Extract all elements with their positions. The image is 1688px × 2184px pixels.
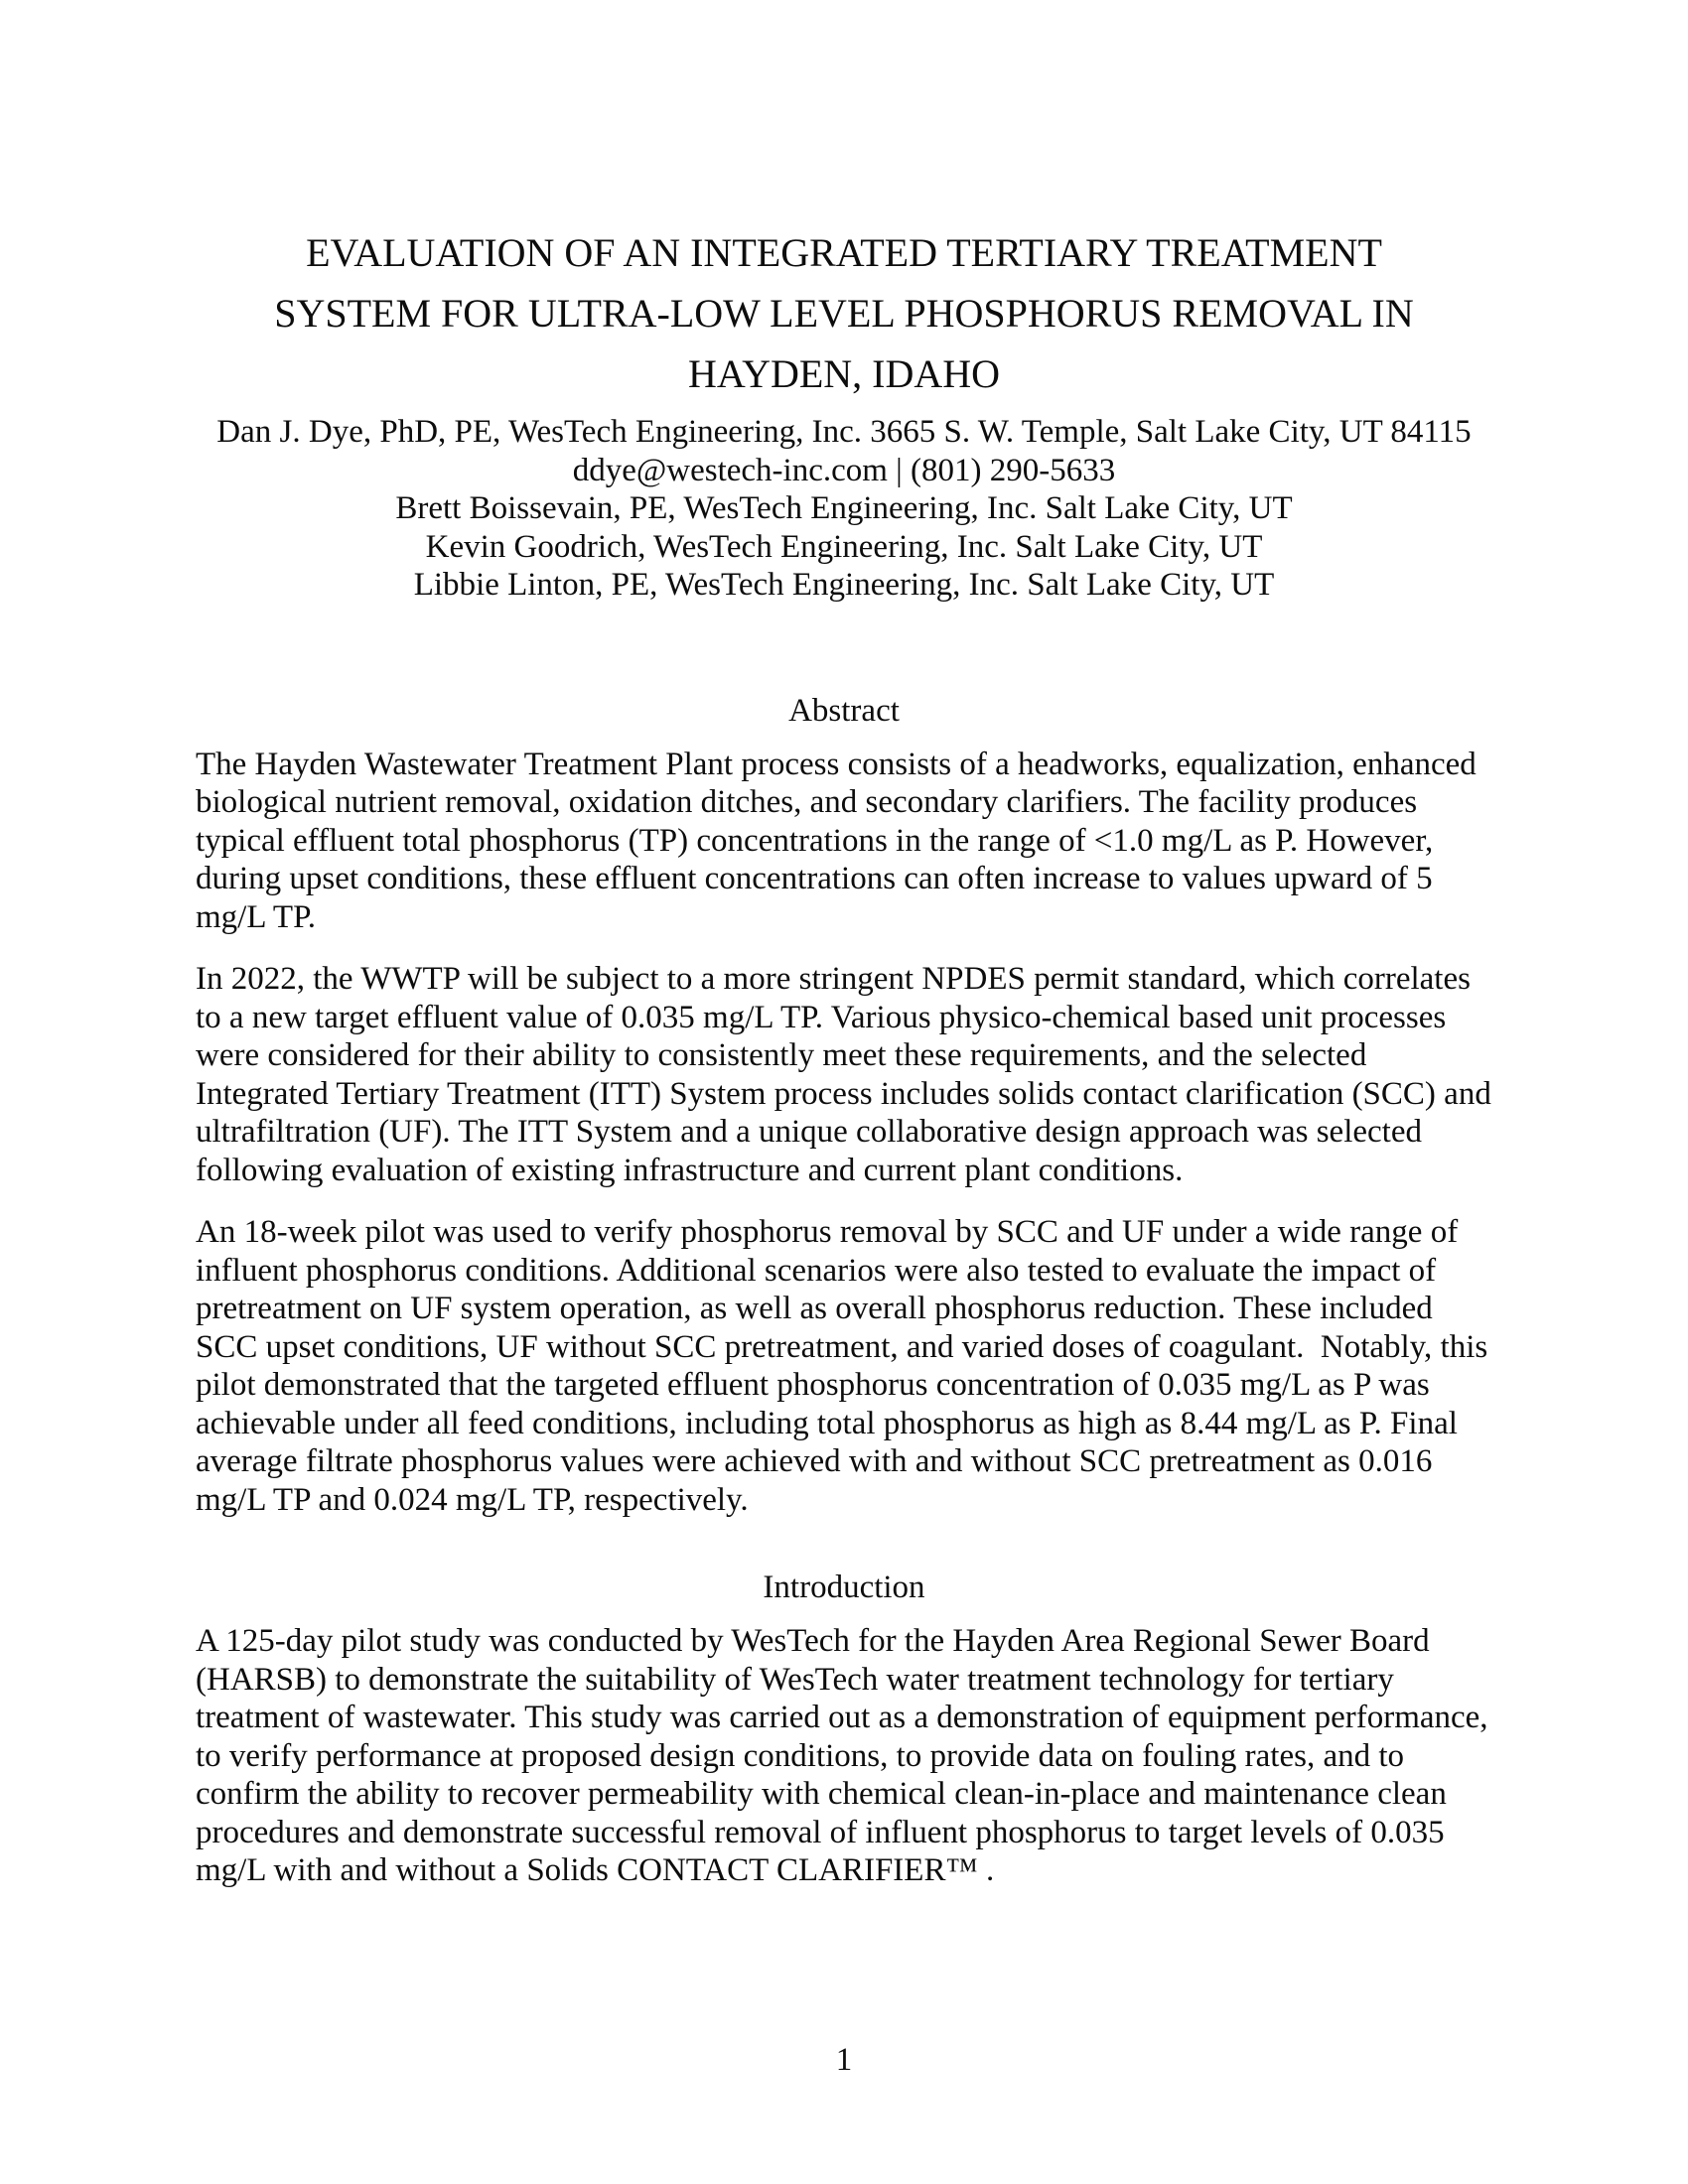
author-block [196, 413, 1492, 605]
abstract-heading: Abstract [788, 692, 900, 729]
title-line-3: HAYDEN, IDAHO [687, 351, 1001, 396]
author-line-4: Kevin Goodrich, WesTech Engineering, Inc. Salt Lake City, UT [425, 528, 1263, 565]
abstract-paragraph-1: The Hayden Wastewater Treatment Plant process consists of a headworks, equalization, enhanced biological nutrient removal, oxidation ditches, and secondary clarifiers. The facility produces typical effluent total phosphorus (TP) concentrations in the range of <1.0 mg/L as P. However, during upset conditions, these effluent concentrations can often increase to values upward of 5 mg/L TP. [196, 746, 1485, 935]
paper-title [196, 0, 1492, 404]
author-line-5: Libbie Linton, PE, WesTech Engineering, Inc. Salt Lake City, UT [413, 567, 1275, 603]
author-line-3: Brett Boissevain, PE, WesTech Engineering, Inc. Salt Lake City, UT [395, 490, 1293, 526]
introduction-paragraph-1: A 125-day pilot study was conducted by WesTech for the Hayden Area Regional Sewer Board (HARSB) to demonstrate the suitability of WesTech water treatment technology for tertiary treatment of wastewater. This study was carried out as a demonstration of equipment performance, to verify performance at proposed design conditions, to provide data on fouling rates, and to confirm the ability to recover permeability with chemical clean-in-place and maintenance clean procedures and demonstrate successful removal of influent phosphorus to target levels of 0.035 mg/L with and without a Solids CONTACT CLARIFIER™ . [196, 1623, 1496, 1888]
abstract-paragraph-2: In 2022, the WWTP will be subject to a more stringent NPDES permit standard, which correlates to a new target effluent value of 0.035 mg/L TP. Various physico-chemical based unit processes were considered for their ability to consistently meet these requirements, and the selected Integrated Tertiary Treatment (ITT) System process includes solids contact clarification (SCC) and ultrafiltration (UF). The ITT System and a unique collaborative design approach was selected following evaluation of existing infrastructure and current plant conditions. [196, 961, 1500, 1188]
author-contact-line: ddye@westech-inc.com | (801) 290-5633 [572, 452, 1116, 488]
title-line-1: EVALUATION OF AN INTEGRATED TERTIARY TREATMENT [306, 230, 1382, 275]
page-number: 1 [835, 2042, 853, 2078]
introduction-heading: Introduction [763, 1570, 925, 1605]
title-line-2: SYSTEM FOR ULTRA-LOW LEVEL PHOSPHORUS REMOVAL IN [274, 291, 1414, 336]
abstract-paragraph-3: An 18-week pilot was used to verify phosphorus removal by SCC and UF under a wide range of influent phosphorus conditions. Additional scenarios were also tested to evaluate the impact of pretreatment on UF system operation, as well as overall phosphorus reduction. These included SCC upset conditions, UF without SCC pretreatment, and varied doses of coagulant. Notably, this pilot demonstrated that the targeted effluent phosphorus concentration of 0.035 mg/L as P was achievable under all feed conditions, including total phosphorus as high as 8.44 mg/L as P. Final average filtrate phosphorus values were achieved with and without SCC pretreatment as 0.016 mg/L TP and 0.024 mg/L TP, respectively. [196, 1214, 1496, 1518]
author-line-1: Dan J. Dye, PhD, PE, WesTech Engineering, Inc. 3665 S. W. Temple, Salt Lake City, UT 84115 [216, 414, 1472, 450]
